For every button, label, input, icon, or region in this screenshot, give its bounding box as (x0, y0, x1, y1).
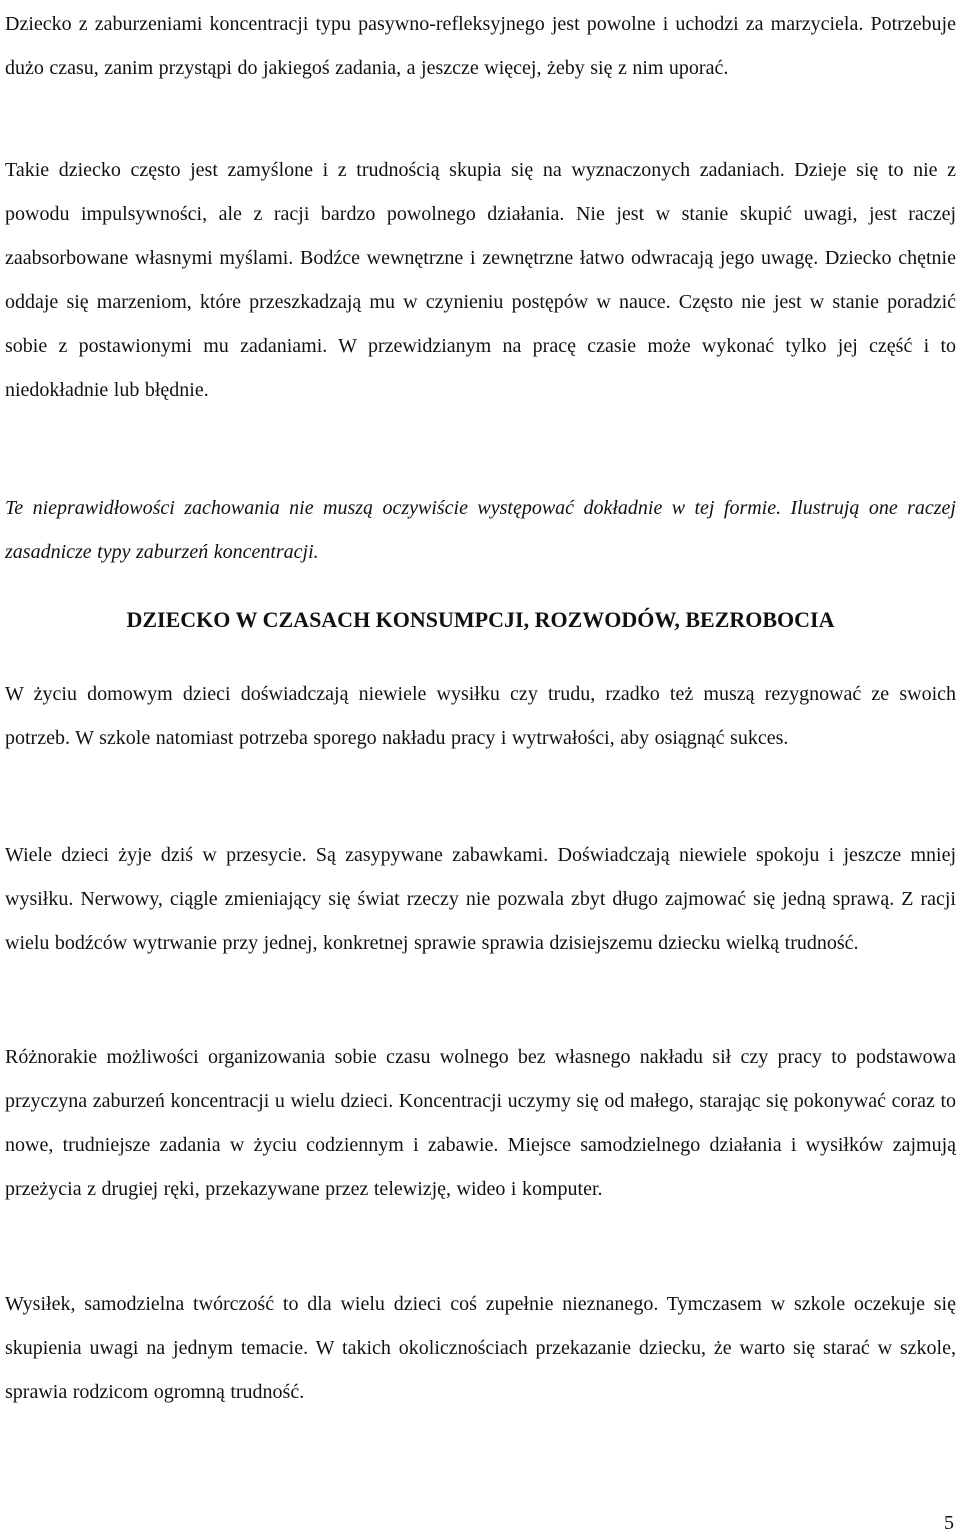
paragraph-free-time: Różnorakie możliwości organizowania sobie czasu wolnego bez własnego nakładu sił czy pracy to podstawowa przyczyna zaburzeń koncentracji u wielu dzieci. Koncentracji uczymy się od małego, starając się pokonywać coraz to nowe, trudniejsze zadania w życiu codziennym i zabawie. Miejsce samodzielnego działania i wysiłków zajmują przeżycia z drugiej ręki, przekazywane przez telewizję, wideo i komputer. (5, 1046, 956, 1200)
paragraph-passive-reflexive: Dziecko z zaburzeniami koncentracji typu pasywno-refleksyjnego jest powolne i uchodzi za marzyciela. Potrzebuje dużo czasu, zanim przystąpi do jakiegoś zadania, a jeszcze więcej, żeby się z nim uporać. (5, 13, 956, 79)
paragraph-effort: Wysiłek, samodzielna twórczość to dla wielu dzieci coś zupełnie nieznanego. Tymczasem w szkole oczekuje się skupienia uwagi na jednym temacie. W takich okolicznościach przekazanie dziecku, że warto się starać w szkole, sprawia rodzicom ogromną trudność. (5, 1293, 956, 1403)
paragraph-home-vs-school: W życiu domowym dzieci doświadczają niewiele wysiłku czy trudu, rzadko też muszą rezygnować ze swoich potrzeb. W szkole natomiast potrzeba sporego nakładu pracy i wytrwałości, aby osiągnąć sukces. (5, 683, 956, 749)
paragraph-oversaturation: Wiele dzieci żyje dziś w przesycie. Są zasypywane zabawkami. Doświadczają niewiele spokoju i jeszcze mniej wysiłku. Nerwowy, ciągle zmieniający się świat rzeczy nie pozwala zbyt długo zajmować się jedną sprawą. Z racji wielu bodźców wytrwanie przy jednej, konkretnej sprawie sprawia dzisiejszemu dziecku wielką trudność. (5, 844, 956, 954)
page-number: 5 (944, 1512, 954, 1534)
paragraph-italic-note: Te nieprawidłowości zachowania nie muszą oczywiście występować dokładnie w tej formie. Ilustrują one raczej zasadnicze typy zaburzeń koncentracji. (5, 497, 956, 563)
section-heading: DZIECKO W CZASACH KONSUMPCJI, ROZWODÓW, BEZROBOCIA (126, 607, 835, 632)
paragraph-daydreaming-child: Takie dziecko często jest zamyślone i z trudnością skupia się na wyznaczonych zadaniach. Dzieje się to nie z powodu impulsywności, ale z racji bardzo powolnego działania. Nie jest w stanie skupić uwagi, jest raczej zaabsorbowane własnymi myślami. Bodźce wewnętrzne i zewnętrzne łatwo odwracają jego uwagę. Dziecko chętnie oddaje się marzeniom, które przeszkadzają mu w czynieniu postępów w nauce. Często nie jest w stanie poradzić sobie z postawionymi mu zadaniami. W przewidzianym na pracę czasie może wykonać tylko jej część i to niedokładnie lub błędnie. (5, 159, 956, 401)
